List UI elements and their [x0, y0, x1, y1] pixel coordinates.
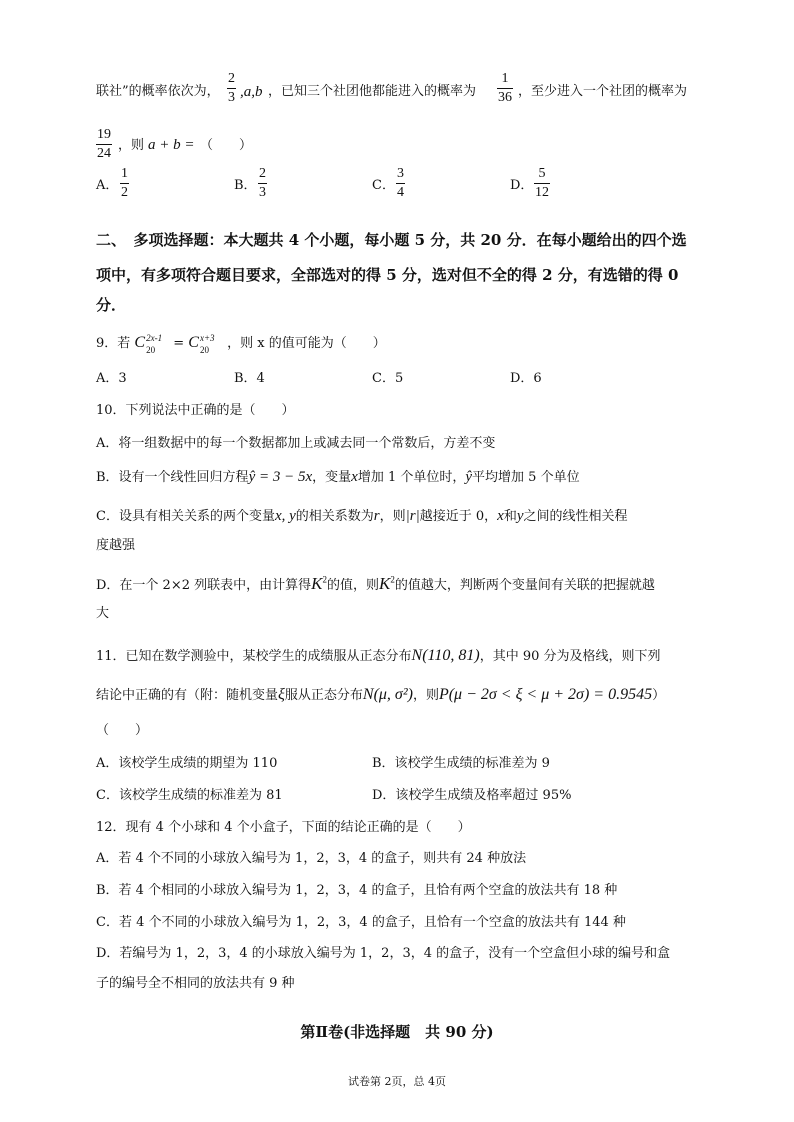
section2-heading-line2: 项中，有多项符合题目要求，全部选对的得 5 分，选对但不全的得 2 分，有选错的得 0	[96, 266, 679, 284]
q10-c-xy: x, y	[274, 508, 296, 524]
q10-stem: 10．下列说法中正确的是（ ）	[96, 403, 295, 418]
q8-line1-mid: ，已知三个社团他都能进入的概率为	[268, 84, 477, 99]
q10-d-k-squared-1	[311, 574, 327, 593]
q10-option-a: A．将一组数据中的每一个数据都加上或减去同一个常数后，方差不变	[96, 436, 496, 451]
k-symbol: K	[311, 574, 323, 593]
q8-fraction-1-36	[497, 72, 513, 105]
q8-option-a-label: A．	[96, 178, 119, 193]
q8-line2-expr: a + b =	[148, 137, 195, 153]
q9-suffix: ，则 x 的值可能为（ ）	[227, 336, 386, 351]
q11-option-a: A．该校学生成绩的期望为 110	[96, 756, 278, 771]
combination-symbol: C	[188, 334, 199, 351]
fraction-numerator: 1	[121, 166, 128, 181]
q8-fraction-19-24	[96, 128, 112, 161]
fraction-denominator: 2	[121, 185, 128, 200]
q9-combination-right: C x+3 20	[188, 333, 215, 355]
q10-d-text-2: 的值，则	[326, 578, 379, 593]
q10-c-text-3: ，则	[379, 509, 406, 524]
q8-line1-prefix: 联社”的概率依次为，	[96, 84, 220, 99]
q11-normal-general: N(μ, σ²)	[362, 686, 413, 703]
q10-b-text-2: ，变量	[312, 470, 352, 485]
q8-option-c-label: C．	[372, 178, 395, 193]
q11-line1-text-b: ，其中 90 分为及格线，则下列	[479, 649, 661, 664]
q11-probability: P(μ − 2σ < ξ < μ + 2σ) = 0.9545	[438, 686, 653, 703]
q10-c-abs-r: |r|	[405, 508, 420, 524]
exponent: 2	[322, 574, 327, 585]
fraction-denominator: 3	[259, 185, 266, 200]
combination-symbol: C	[134, 334, 146, 351]
q11-line2-text-c: ，则	[412, 688, 439, 703]
q11-line2-text-d: ）	[652, 688, 666, 703]
fraction-numerator: 1	[501, 71, 509, 86]
q10-c-text-1: C．设具有相关关系的两个变量	[96, 509, 275, 524]
q12-option-a: A．若 4 个不同的小球放入编号为 1，2，3，4 的盒子，则共有 24 种放法	[96, 851, 527, 866]
q10-c-text-4: 越接近于 0，	[419, 509, 498, 524]
q10-b-yhat: ŷ	[465, 469, 473, 485]
q10-b-text-4: 平均增加 5 个单位	[472, 470, 580, 485]
q10-option-d-line2: 大	[96, 606, 110, 621]
q10-c-x: x	[497, 508, 504, 524]
q10-d-k-squared-2	[379, 574, 395, 593]
q9-option-c: C．5	[372, 371, 404, 386]
q12-option-c: C．若 4 个不同的小球放入编号为 1，2，3，4 的盒子，且恰有一个空盒的放法共有 144 种	[96, 915, 626, 930]
q11-line2	[96, 687, 665, 703]
q8-ab: ,a,b	[240, 84, 263, 100]
q8-option-d-fraction	[534, 167, 550, 200]
fraction-denominator: 36	[498, 90, 512, 105]
q11-normal-dist: N(110, 81)	[411, 647, 480, 664]
fraction-denominator: 24	[97, 146, 111, 161]
q11-line2-text-a: 结论中正确的有（附：随机变量	[96, 688, 279, 703]
q10-b-equation: ŷ = 3 − 5x	[248, 469, 313, 485]
q10-option-b	[96, 470, 580, 485]
q9-equals: =	[173, 336, 185, 351]
page-footer: 试卷第 2页，总 4页	[348, 1075, 446, 1088]
part2-title: 第Ⅱ卷(非选择题 共 90 分)	[300, 1023, 494, 1041]
section2-heading-line1: 二、 多项选择题：本大题共 4 个小题，每小题 5 分，共 20 分．在每小题给出的四个选	[96, 231, 687, 249]
q11-line2-text-b: 服从正态分布	[284, 688, 363, 703]
fraction-numerator: 2	[259, 166, 266, 181]
q9-stem	[96, 333, 386, 355]
q10-c-r: r	[373, 508, 380, 524]
q11-xi: ξ	[278, 686, 285, 703]
q11-option-d: D．该校学生成绩及格率超过 95%	[372, 788, 572, 803]
fraction-numerator: 19	[97, 127, 111, 142]
q8-option-b-label: B．	[234, 178, 257, 193]
q9-combination-left: C 2x-1 20	[134, 333, 163, 355]
q9-option-a: A．3	[96, 371, 127, 386]
fraction-denominator: 12	[535, 185, 549, 200]
q10-d-text-3: 的值越大，判断两个变量间有关联的把握就越	[394, 578, 655, 593]
q8-option-d-label: D．	[510, 178, 534, 193]
q12-option-b: B．若 4 个相同的小球放入编号为 1，2，3，4 的盒子，且恰有两个空盒的放法共有 18 种	[96, 883, 618, 898]
q9-option-b: B．4	[234, 371, 265, 386]
q10-c-y: y	[516, 508, 524, 524]
fraction-denominator: 3	[228, 90, 235, 105]
q11-line3: （ ）	[96, 723, 149, 738]
q10-c-text-5: 和	[503, 509, 517, 524]
q10-b-text-1: B．设有一个线性回归方程	[96, 470, 249, 485]
q10-b-text-3: 增加 1 个单位时，	[357, 470, 466, 485]
q10-option-c	[96, 509, 628, 524]
q8-line2-text: ，则	[118, 138, 145, 153]
q8-option-b-fraction	[258, 167, 267, 200]
fraction-numerator: 2	[228, 71, 235, 86]
q11-option-c: C．该校学生成绩的标准差为 81	[96, 788, 283, 803]
q8-option-c-fraction	[396, 167, 405, 200]
k-symbol: K	[378, 574, 391, 593]
fraction-numerator: 5	[538, 166, 546, 181]
fraction-numerator: 3	[397, 166, 404, 181]
q8-line1-suffix: ，至少进入一个社团的概率为	[518, 84, 688, 99]
q8-option-a-fraction	[120, 167, 129, 200]
q12-stem: 12．现有 4 个小球和 4 个小盒子，下面的结论正确的是（ ）	[96, 820, 471, 835]
fraction-denominator: 4	[397, 185, 404, 200]
section2-heading-line3: 分．	[96, 296, 127, 314]
q10-d-text-1: D．在一个 2×2 列联表中，由计算得	[96, 578, 312, 593]
q12-option-d-line2: 子的编号全不相同的放法共有 9 种	[96, 976, 295, 991]
q9-option-d: D．6	[510, 371, 542, 386]
q11-line1-text-a: 11．已知在数学测验中，某校学生的成绩服从正态分布	[96, 649, 412, 664]
q8-fraction-2-3	[227, 72, 236, 105]
q10-b-x: x	[351, 469, 358, 485]
q10-c-text-6: 之间的线性相关程	[523, 509, 628, 524]
q12-option-d-line1: D．若编号为 1，2，3，4 的小球放入编号为 1，2，3，4 的盒子，没有一个空盒但小球的编号和盒	[96, 946, 671, 961]
q11-option-b: B．该校学生成绩的标准差为 9	[372, 756, 550, 771]
q10-c-text-2: 的相关系数为	[295, 509, 374, 524]
exponent: 2	[390, 574, 395, 585]
q10-option-d	[96, 575, 655, 592]
q8-line2-paren: （ ）	[200, 138, 253, 153]
q9-prefix: 9．若	[96, 336, 131, 351]
q10-option-c-line2: 度越强	[96, 538, 136, 553]
q11-line1	[96, 648, 661, 664]
